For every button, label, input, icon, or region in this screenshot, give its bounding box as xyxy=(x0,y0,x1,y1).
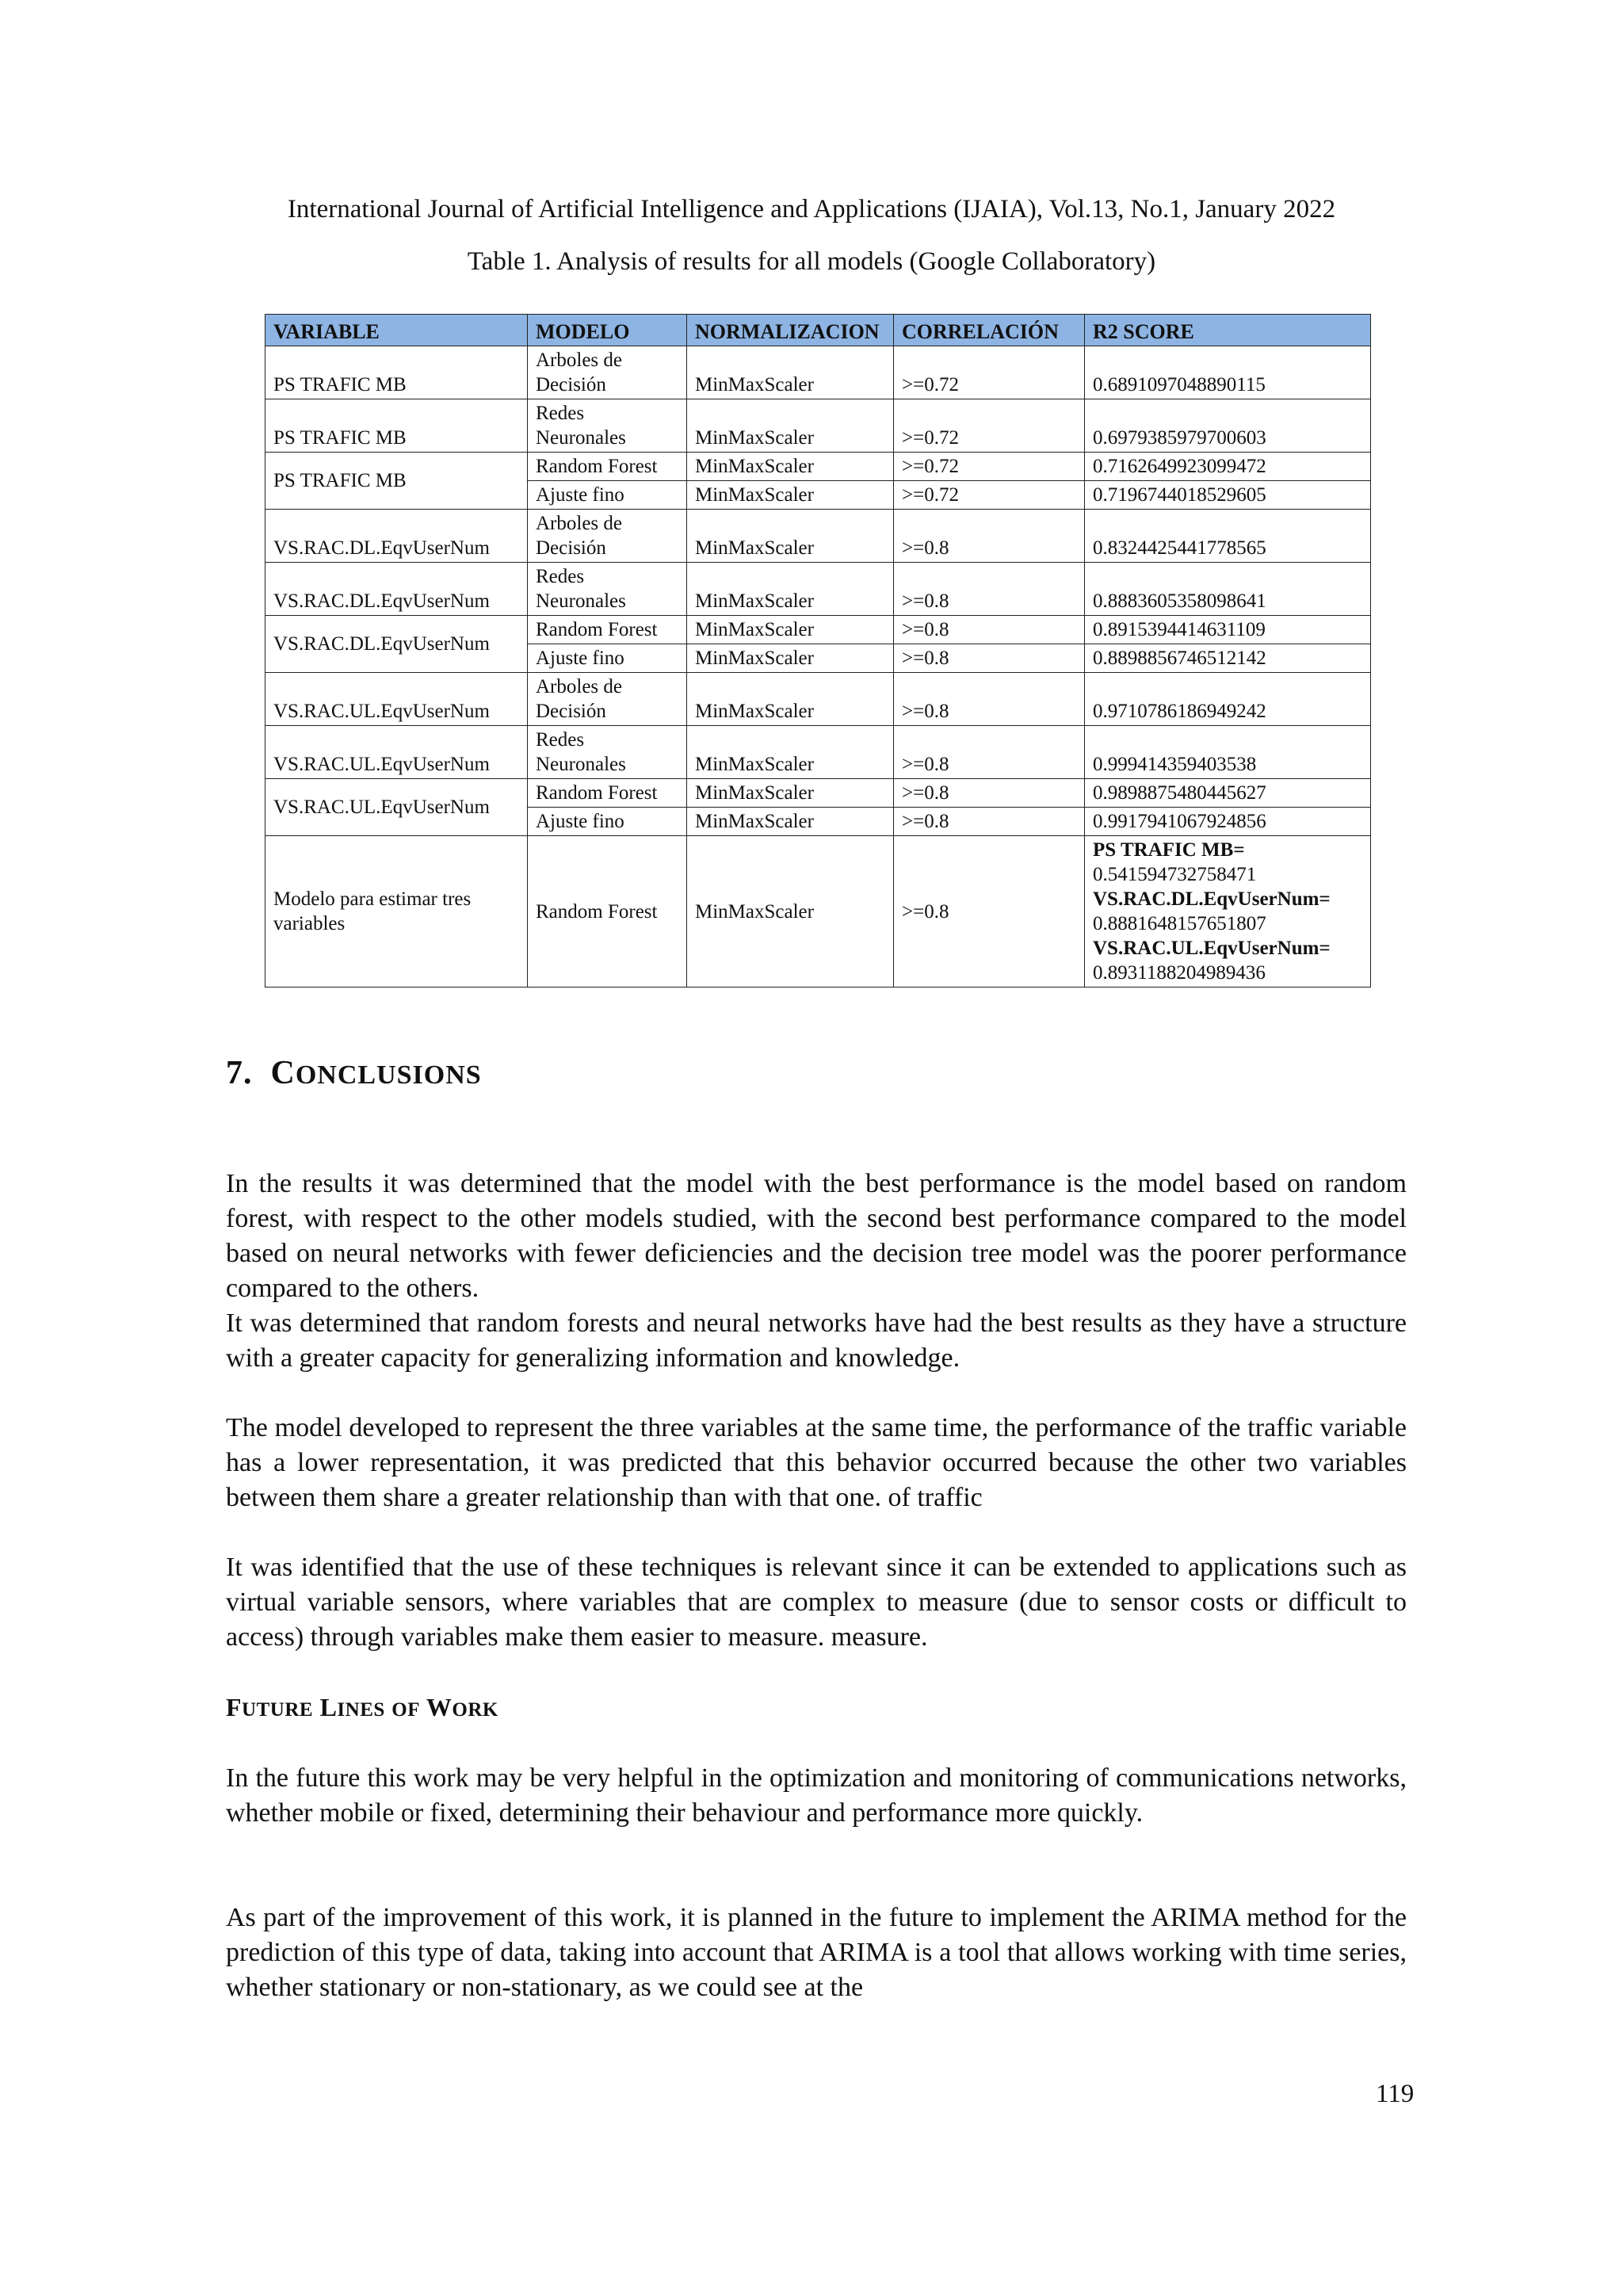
col-header-modelo: MODELO xyxy=(528,315,687,346)
cell-corr: >=0.8 xyxy=(894,726,1085,779)
cell-modelo: Random Forest xyxy=(528,616,687,644)
cell-norm: MinMaxScaler xyxy=(687,563,894,616)
table-row xyxy=(265,836,1371,988)
subheading-future-lines-of-work: FUTURE LINES OF WORK xyxy=(226,1693,498,1721)
table-row xyxy=(265,726,1371,779)
cell-variable: VS.RAC.UL.EqvUserNum xyxy=(265,779,528,836)
cell-modelo: Random Forest xyxy=(528,836,687,988)
cell-r2: 0.8324425441778565 xyxy=(1085,510,1371,563)
paragraph: In the results it was determined that the model with the best performance is the model based on random forest, with respect to the other models studied, with the second best performance compared to the model based on neural networks with fewer deficiencies and the decision tree model was the poorer performance compared to the others. xyxy=(226,1169,1407,1303)
cell-norm: MinMaxScaler xyxy=(687,346,894,399)
cell-r2: 0.9898875480445627 xyxy=(1085,779,1371,808)
cell-norm: MinMaxScaler xyxy=(687,510,894,563)
cell-norm: MinMaxScaler xyxy=(687,644,894,673)
cell-corr: >=0.8 xyxy=(894,644,1085,673)
cell-modelo: Redes Neuronales xyxy=(528,563,687,616)
table-row xyxy=(265,563,1371,616)
cell-corr: >=0.8 xyxy=(894,779,1085,808)
cell-modelo: Redes Neuronales xyxy=(528,399,687,453)
paragraph: The model developed to represent the three variables at the same time, the performance of the traffic variable has a lower representation, it was predicted that this behavior occurred because the other two variables between them share a greater relationship than with that one. of traffic xyxy=(226,1413,1407,1512)
paragraph: In the future this work may be very helpful in the optimization and monitoring of communications networks, whether mobile or fixed, determining their behaviour and performance more quickly. xyxy=(226,1763,1407,1828)
cell-corr: >=0.8 xyxy=(894,836,1085,988)
col-header-r2-score: R2 SCORE xyxy=(1085,315,1371,346)
cell-corr: >=0.72 xyxy=(894,481,1085,510)
cell-corr: >=0.8 xyxy=(894,563,1085,616)
cell-variable: VS.RAC.DL.EqvUserNum xyxy=(265,510,528,563)
cell-modelo: Ajuste fino xyxy=(528,808,687,836)
cell-corr: >=0.8 xyxy=(894,673,1085,726)
cell-variable: VS.RAC.DL.EqvUserNum xyxy=(265,616,528,673)
table-row xyxy=(265,779,1371,808)
cell-r2: 0.999414359403538 xyxy=(1085,726,1371,779)
cell-r2: 0.9917941067924856 xyxy=(1085,808,1371,836)
cell-modelo: Arboles de Decisión xyxy=(528,673,687,726)
cell-modelo: Random Forest xyxy=(528,779,687,808)
cell-r2: 0.8883605358098641 xyxy=(1085,563,1371,616)
cell-modelo: Ajuste fino xyxy=(528,481,687,510)
col-header-correlacion: CORRELACIÓN xyxy=(894,315,1085,346)
paragraph: It was determined that random forests and neural networks have had the best results as they have a structure with a greater capacity for generalizing information and knowledge. xyxy=(226,1308,1407,1373)
cell-r2: 0.7162649923099472 xyxy=(1085,453,1371,481)
cell-corr: >=0.72 xyxy=(894,399,1085,453)
cell-variable: PS TRAFIC MB xyxy=(265,346,528,399)
table-row xyxy=(265,616,1371,644)
cell-r2: 0.9710786186949242 xyxy=(1085,673,1371,726)
cell-corr: >=0.8 xyxy=(894,616,1085,644)
running-header: International Journal of Artificial Intelligence and Applications (IJAIA), Vol.13, No.1, January 2022 xyxy=(287,195,1336,223)
cell-norm: MinMaxScaler xyxy=(687,726,894,779)
cell-r2-multi: PS TRAFIC MB= 0.541594732758471 VS.RAC.DL.EqvUserNum= 0.8881648157651807 VS.RAC.UL.EqvUserNum= 0.8931188204989436 xyxy=(1085,836,1371,988)
cell-r2: 0.7196744018529605 xyxy=(1085,481,1371,510)
section-heading-conclusions: 7. CONCLUSIONS xyxy=(226,1055,482,1091)
cell-r2: 0.8915394414631109 xyxy=(1085,616,1371,644)
cell-corr: >=0.8 xyxy=(894,510,1085,563)
table-row xyxy=(265,346,1371,399)
table-row xyxy=(265,510,1371,563)
cell-corr: >=0.72 xyxy=(894,346,1085,399)
cell-variable: Modelo para estimar tres variables xyxy=(265,836,528,988)
col-header-variable: VARIABLE xyxy=(265,315,528,346)
paragraph: It was identified that the use of these techniques is relevant since it can be extended to applications such as virtual variable sensors, where variables that are complex to measure (due to sensor costs or difficult to access) through variables make them easier to measure. measure. xyxy=(226,1553,1407,1652)
table-header-row xyxy=(265,315,1371,346)
cell-variable: VS.RAC.UL.EqvUserNum xyxy=(265,726,528,779)
results-table xyxy=(265,314,1371,988)
cell-norm: MinMaxScaler xyxy=(687,836,894,988)
cell-variable: PS TRAFIC MB xyxy=(265,399,528,453)
cell-r2: 0.6891097048890115 xyxy=(1085,346,1371,399)
col-header-normalizacion: NORMALIZACION xyxy=(687,315,894,346)
cell-modelo: Ajuste fino xyxy=(528,644,687,673)
cell-norm: MinMaxScaler xyxy=(687,808,894,836)
cell-norm: MinMaxScaler xyxy=(687,673,894,726)
cell-corr: >=0.72 xyxy=(894,453,1085,481)
cell-modelo: Arboles de Decisión xyxy=(528,346,687,399)
paragraph: As part of the improvement of this work, it is planned in the future to implement the ARIMA method for the prediction of this type of data, taking into account that ARIMA is a tool that allows working with time series, whether stationary or non-stationary, as we could see at the xyxy=(226,1903,1407,2002)
cell-norm: MinMaxScaler xyxy=(687,779,894,808)
cell-modelo: Random Forest xyxy=(528,453,687,481)
table-row xyxy=(265,399,1371,453)
cell-variable: VS.RAC.UL.EqvUserNum xyxy=(265,673,528,726)
cell-norm: MinMaxScaler xyxy=(687,453,894,481)
cell-variable: VS.RAC.DL.EqvUserNum xyxy=(265,563,528,616)
cell-norm: MinMaxScaler xyxy=(687,481,894,510)
table-caption: Table 1. Analysis of results for all models (Google Collaboratory) xyxy=(467,247,1156,276)
cell-modelo: Arboles de Decisión xyxy=(528,510,687,563)
cell-modelo: Redes Neuronales xyxy=(528,726,687,779)
table-row xyxy=(265,453,1371,481)
page-number: 119 xyxy=(1376,2080,1415,2108)
cell-r2: 0.6979385979700603 xyxy=(1085,399,1371,453)
cell-r2: 0.8898856746512142 xyxy=(1085,644,1371,673)
cell-corr: >=0.8 xyxy=(894,808,1085,836)
cell-variable: PS TRAFIC MB xyxy=(265,453,528,510)
cell-norm: MinMaxScaler xyxy=(687,616,894,644)
table-row xyxy=(265,673,1371,726)
cell-norm: MinMaxScaler xyxy=(687,399,894,453)
